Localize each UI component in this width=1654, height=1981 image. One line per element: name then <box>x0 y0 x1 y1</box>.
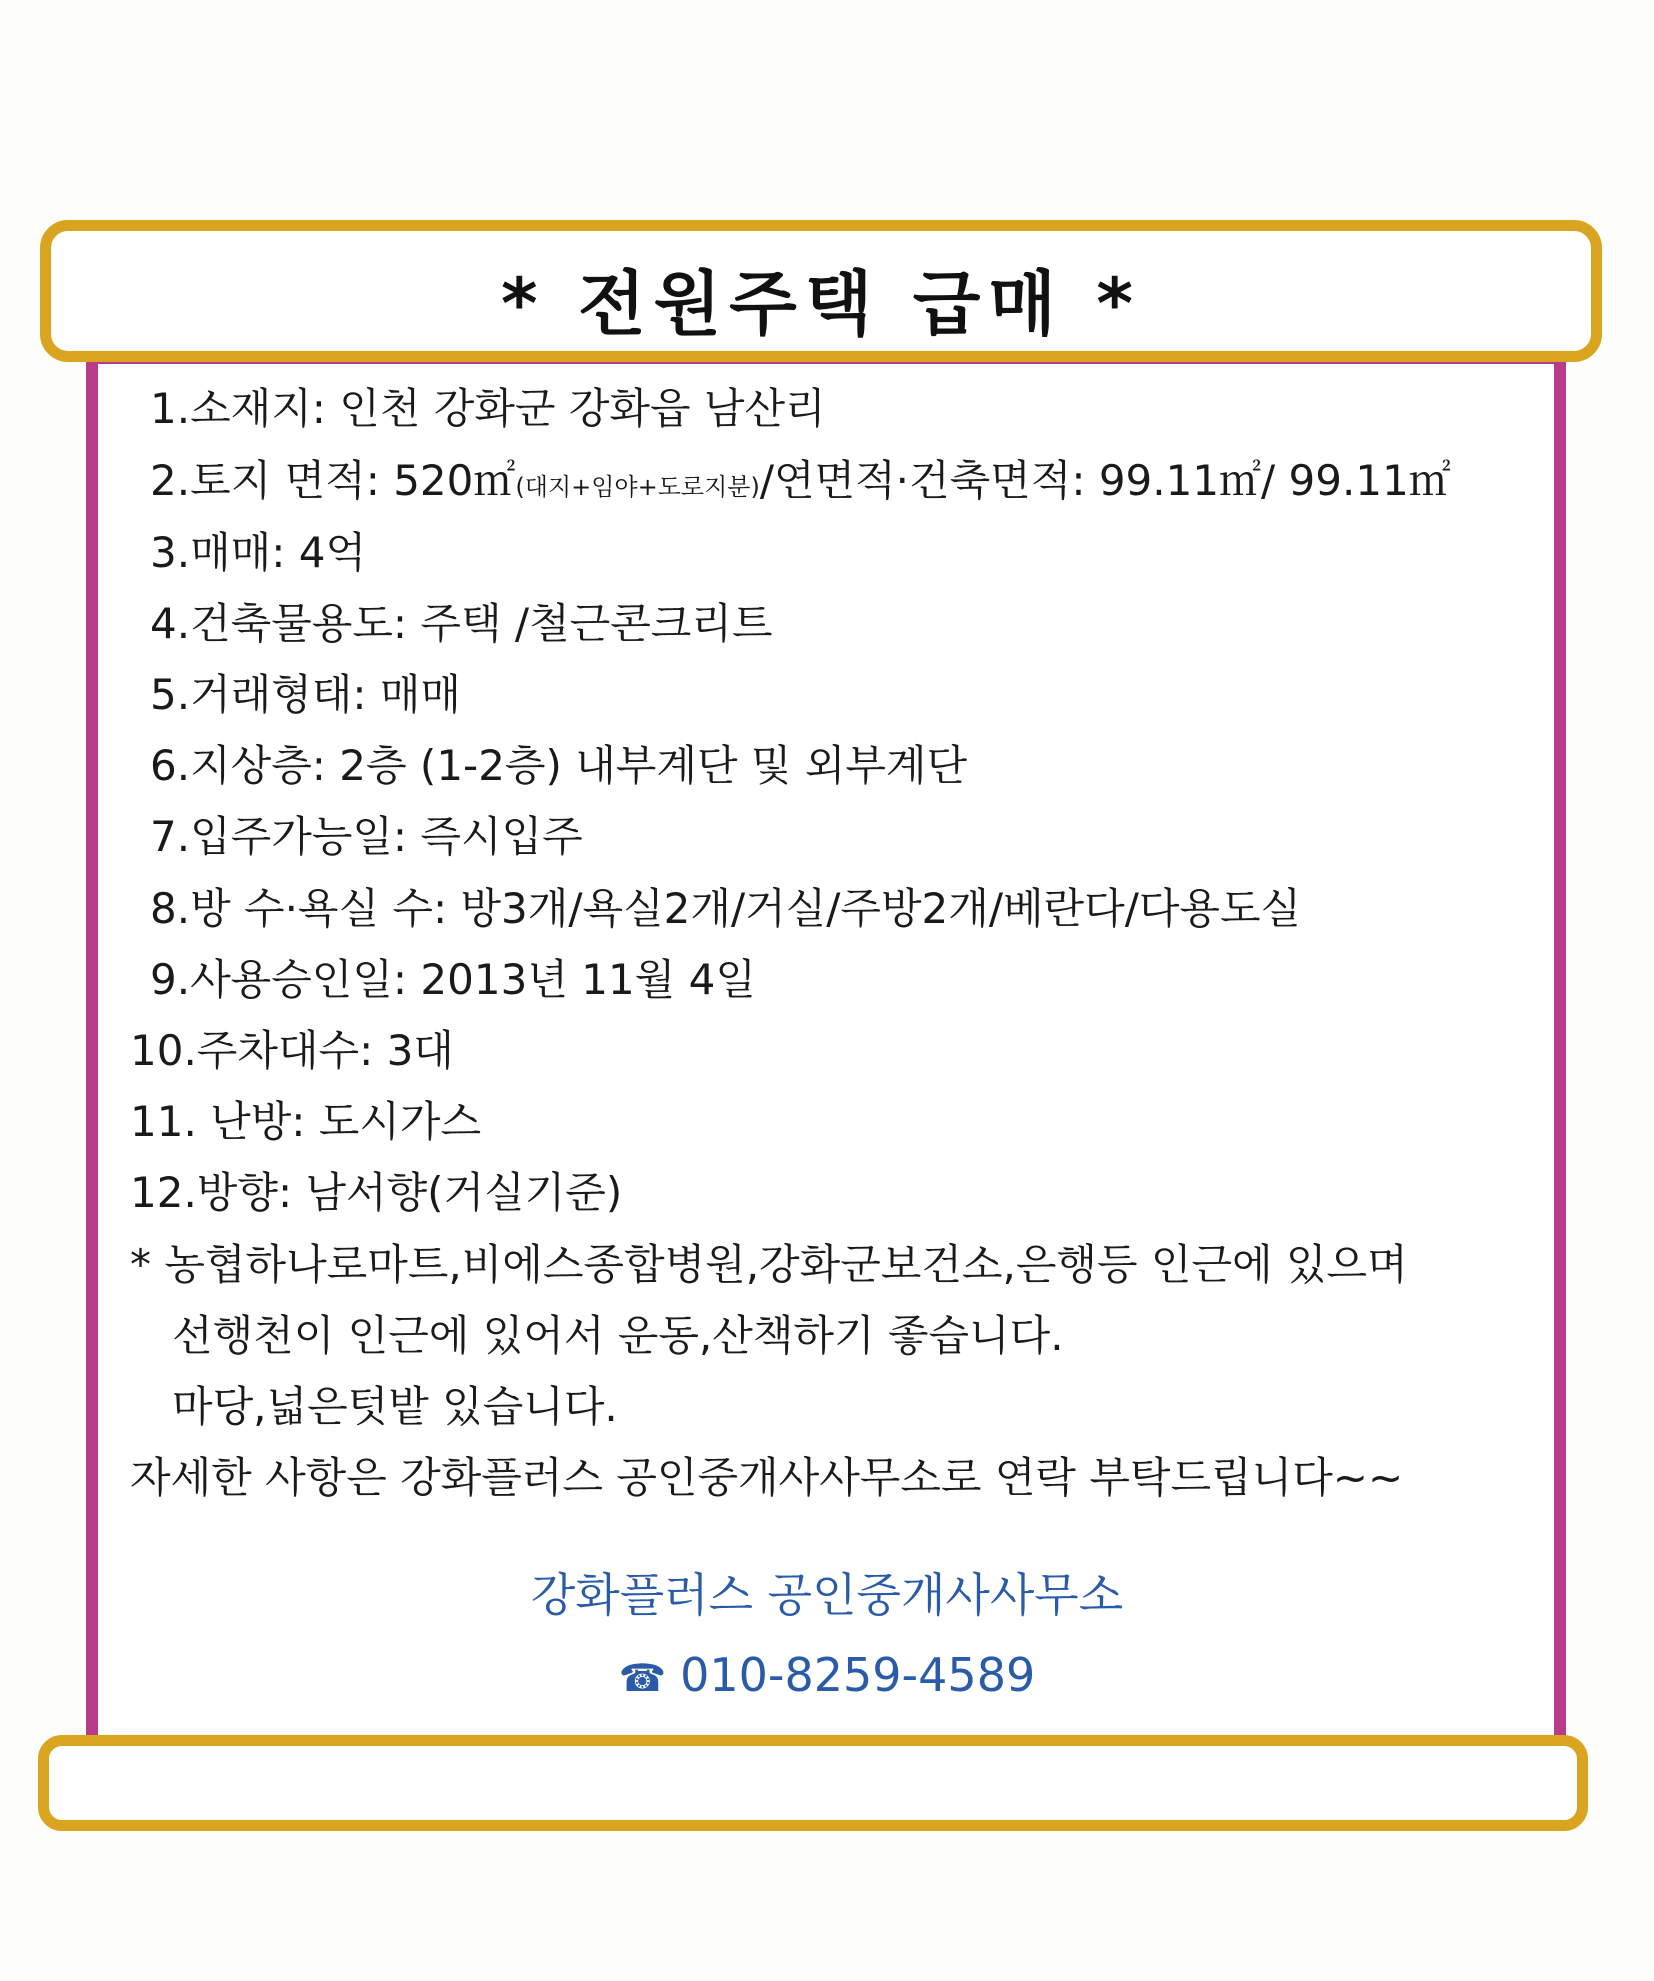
item-move-in: 7.입주가능일: 즉시입주 <box>150 812 583 861</box>
item-area <box>150 456 1451 505</box>
item-area-suffix: /연면적·건축면적: 99.11㎡/ 99.11㎡ <box>759 456 1451 505</box>
item-floors: 6.지상층: 2층 (1-2층) 내부계단 및 외부계단 <box>150 741 968 790</box>
note-line: 선행천이 인근에 있어서 운동,산책하기 좋습니다. <box>172 1311 1064 1360</box>
item-area-prefix: 2.토지 면적: 520㎡ <box>150 456 516 505</box>
item-price: 3.매매: 4억 <box>150 528 367 577</box>
page-title: * 전원주택 급매 * <box>500 263 1142 345</box>
item-rooms: 8.방 수·욕실 수: 방3개/욕실2개/거실/주방2개/베란다/다용도실 <box>150 884 1302 933</box>
item-parking: 10.주차대수: 3대 <box>130 1026 454 1075</box>
phone-icon: ☎ <box>618 1656 667 1700</box>
phone-number: 010-8259-4589 <box>680 1648 1036 1702</box>
contact-message: 자세한 사항은 강화플러스 공인중개사사무소로 연락 부탁드립니다~~ <box>130 1453 1404 1502</box>
item-location: 1.소재지: 인천 강화군 강화읍 남산리 <box>150 384 826 433</box>
office-name: 강화플러스 공인중개사사무소 <box>530 1568 1124 1622</box>
item-direction: 12.방향: 남서향(거실기준) <box>130 1168 623 1217</box>
item-heating: 11. 난방: 도시가스 <box>130 1097 482 1146</box>
item-approval-date: 9.사용승인일: 2013년 11월 4일 <box>150 955 756 1004</box>
note-line: * 농협하나로마트,비에스종합병원,강화군보건소,은행등 인근에 있으며 <box>130 1240 1408 1289</box>
item-area-detail: (대지+임야+도로지분) <box>515 473 760 501</box>
note-line: 마당,넓은텃밭 있습니다. <box>172 1382 618 1431</box>
item-usage: 4.건축물용도: 주택 /철근콘크리트 <box>150 599 773 648</box>
office-phone <box>0 1648 1654 1702</box>
item-deal-type: 5.거래형태: 매매 <box>150 670 462 719</box>
